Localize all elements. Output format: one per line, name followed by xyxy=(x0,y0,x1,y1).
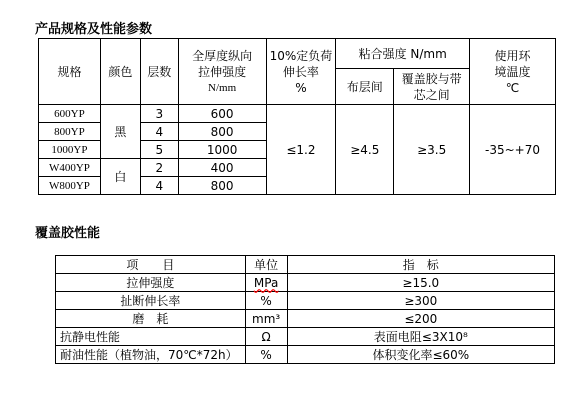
row-strength: 600 xyxy=(178,105,266,123)
row-spec: W400YP xyxy=(39,159,101,177)
cover-header-index: 指 标 xyxy=(287,256,554,274)
header-strength-line3: N/mm xyxy=(208,81,237,94)
header-layers: 层数 xyxy=(140,39,178,105)
cover-unit: Ω xyxy=(245,328,287,346)
cover-unit: % xyxy=(245,292,287,310)
cover-header-row xyxy=(56,256,555,274)
header-adh-between: 布层间 xyxy=(336,69,394,105)
spec-heading: 产品规格及性能参数 xyxy=(35,22,153,37)
row-strength: 400 xyxy=(178,159,266,177)
cover-value: 表面电阻≤3X10⁸ xyxy=(287,328,554,346)
adh-between-value: ≥4.5 xyxy=(336,105,394,195)
cover-heading: 覆盖胶性能 xyxy=(35,226,101,241)
header-adh-cover-line1: 覆盖胶与带 xyxy=(401,71,462,86)
cover-unit: % xyxy=(245,346,287,364)
row-spec: 800YP xyxy=(39,123,101,141)
cover-unit-text: MPa xyxy=(253,275,279,290)
cover-value: ≥15.0 xyxy=(287,274,554,292)
header-color: 颜色 xyxy=(100,39,140,105)
color-black: 黑 xyxy=(100,105,140,159)
cover-item: 扯断伸长率 xyxy=(56,292,246,310)
cover-item: 拉伸强度 xyxy=(56,274,246,292)
cover-header-unit: 单位 xyxy=(245,256,287,274)
cover-item: 磨 耗 xyxy=(56,310,246,328)
row-layers: 3 xyxy=(140,105,178,123)
table-row xyxy=(56,328,555,346)
elongation-value: ≤1.2 xyxy=(266,105,336,195)
table-row xyxy=(56,292,555,310)
cover-table xyxy=(55,255,555,364)
header-adhesion: 粘合强度 N/mm xyxy=(336,39,470,69)
cover-value: 体积变化率≤60% xyxy=(287,346,554,364)
table-row xyxy=(56,310,555,328)
header-adh-cover-line2: 芯之间 xyxy=(413,87,450,102)
row-spec: 1000YP xyxy=(39,141,101,159)
header-elongation xyxy=(266,39,336,105)
row-layers: 4 xyxy=(140,123,178,141)
row-layers: 2 xyxy=(140,159,178,177)
header-temp-line2: 境温度 xyxy=(494,64,531,79)
cover-item: 抗静电性能 xyxy=(56,328,246,346)
header-strength-line1: 全厚度纵向 xyxy=(192,48,253,63)
table-row xyxy=(56,274,555,292)
header-temperature xyxy=(470,39,556,105)
header-temp-line1: 使用环 xyxy=(494,48,531,63)
cover-value: ≥300 xyxy=(287,292,554,310)
cover-unit: mm³ xyxy=(245,310,287,328)
row-strength: 800 xyxy=(178,177,266,195)
spec-table xyxy=(38,38,556,195)
header-temp-line3: ℃ xyxy=(505,80,520,95)
header-elong-line1: 10%定负荷 xyxy=(269,48,333,63)
header-spec: 规格 xyxy=(39,39,101,105)
row-spec: 600YP xyxy=(39,105,101,123)
table-row xyxy=(39,105,556,123)
row-spec: W800YP xyxy=(39,177,101,195)
row-layers: 5 xyxy=(140,141,178,159)
cover-unit xyxy=(245,274,287,292)
row-strength: 1000 xyxy=(178,141,266,159)
header-elong-line2: 伸长率 xyxy=(282,64,319,79)
header-strength-line2: 拉伸强度 xyxy=(198,64,247,79)
cover-item: 耐油性能（植物油，70℃*72h） xyxy=(56,346,246,364)
header-elong-line3: % xyxy=(295,80,307,95)
header-strength xyxy=(178,39,266,105)
cover-header-item: 项 目 xyxy=(56,256,246,274)
adh-cover-value: ≥3.5 xyxy=(394,105,470,195)
temperature-value: -35~+70 xyxy=(470,105,556,195)
row-strength: 800 xyxy=(178,123,266,141)
cover-value: ≤200 xyxy=(287,310,554,328)
header-adh-cover xyxy=(394,69,470,105)
row-layers: 4 xyxy=(140,177,178,195)
header-row xyxy=(39,39,556,69)
color-white: 白 xyxy=(100,159,140,195)
table-row xyxy=(56,346,555,364)
